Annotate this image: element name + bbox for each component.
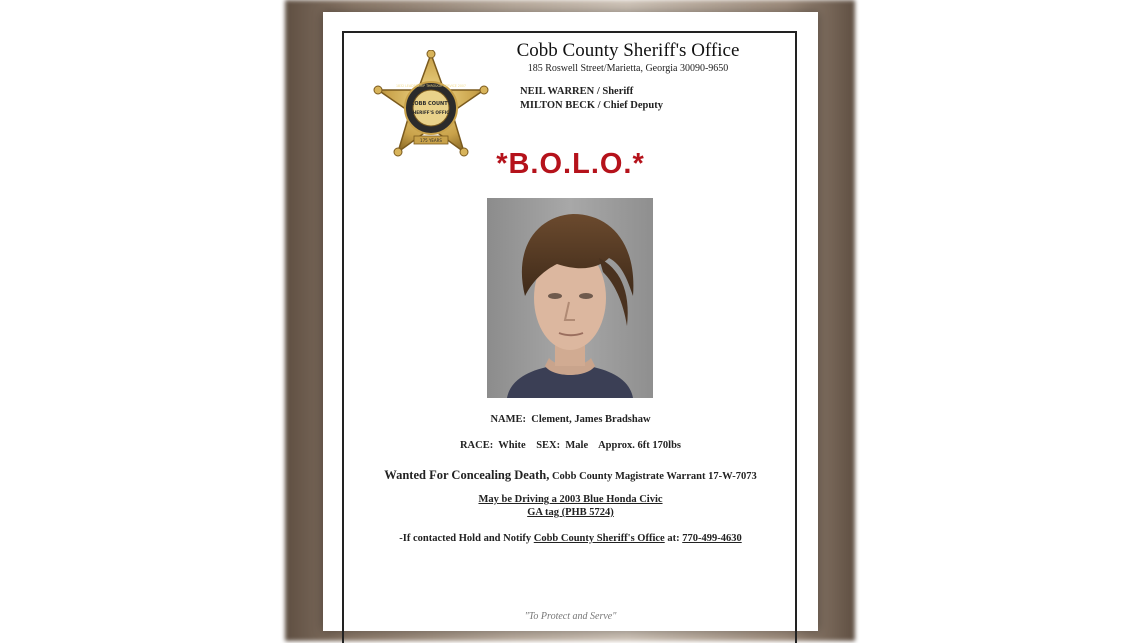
descriptor-line — [323, 440, 818, 451]
name-label: NAME: — [490, 414, 527, 425]
contact-at: at: — [667, 533, 680, 544]
vehicle-tag-line: GA tag (PHB 5724) — [527, 507, 614, 518]
race-value: White — [498, 440, 526, 451]
build-value: Approx. 6ft 170lbs — [598, 440, 682, 451]
badge-ring-text: 1832 LEADERSHIP THROUGH SERVICE 2007 — [396, 84, 466, 88]
name-line — [323, 414, 818, 425]
sheriff-star-badge-icon — [370, 50, 492, 160]
motto: "To Protect and Serve" — [524, 611, 617, 622]
sex-label: SEX: — [536, 440, 561, 451]
bolo-title: *B.O.L.O.* — [496, 148, 645, 180]
suspect-photo — [487, 198, 653, 398]
office-address: 185 Roswell Street/Marietta, Georgia 30090-9650 — [527, 63, 729, 74]
badge-center-line1: COBB COUNTY — [410, 101, 452, 107]
wanted-charge: Wanted For Concealing Death, — [384, 468, 550, 482]
vehicle-line: May be Driving a 2003 Blue Honda Civic — [478, 494, 663, 505]
office-name: Cobb County Sheriff's Office — [516, 40, 740, 61]
sex-value: Male — [565, 440, 589, 451]
warrant-number: Cobb County Magistrate Warrant 17-W-7073 — [551, 471, 757, 482]
contact-agency: Cobb County Sheriff's Office — [533, 533, 665, 544]
sheriff-name: NEIL WARREN / Sheriff — [520, 86, 634, 97]
contact-line — [323, 533, 818, 544]
name-value: Clement, James Bradshaw — [531, 414, 651, 425]
chief-deputy-name: MILTON BECK / Chief Deputy — [520, 100, 663, 111]
wanted-line — [323, 468, 818, 483]
badge-banner: 175 YEARS — [420, 138, 442, 143]
contact-prefix: -If contacted Hold and Notify — [399, 533, 532, 544]
contact-phone: 770-499-4630 — [682, 533, 742, 544]
bolo-flyer — [323, 12, 818, 631]
race-label: RACE: — [459, 440, 494, 451]
badge-center-line2: SHERIFF'S OFFICE — [409, 110, 453, 115]
